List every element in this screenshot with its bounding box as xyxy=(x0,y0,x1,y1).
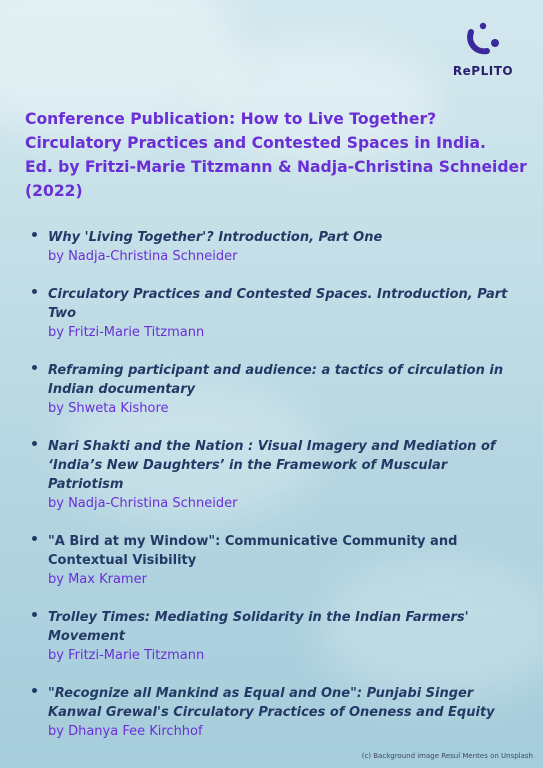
chapter-title: Circulatory Practices and Contested Spaces. Introduction, Part Two xyxy=(48,287,508,321)
chapter-author: by Fritzi-Marie Titzmann xyxy=(48,648,205,663)
chapter-title: Nari Shakti and the Nation : Visual Imagery and Mediation of ‘India’s New Daughters’ in the Framework of Muscular Patriotism xyxy=(48,439,496,492)
list-item xyxy=(30,684,520,741)
list-item xyxy=(30,437,520,513)
contents-list xyxy=(30,228,520,760)
list-item xyxy=(30,532,520,589)
publication-title xyxy=(25,107,530,203)
title-line: (2022) xyxy=(25,182,83,200)
title-line: Circulatory Practices and Contested Spaces in India. xyxy=(25,134,486,152)
list-item xyxy=(30,228,520,266)
chapter-author: by Nadja-Christina Schneider xyxy=(48,249,238,264)
chapter-title: Trolley Times: Mediating Solidarity in the Indian Farmers' Movement xyxy=(48,610,469,644)
list-item xyxy=(30,285,520,342)
chapter-author: by Shweta Kishore xyxy=(48,401,169,416)
chapter-title: "Recognize all Mankind as Equal and One": Punjabi Singer Kanwal Grewal's Circulatory Practices of Oneness and Equity xyxy=(48,686,495,720)
bullet-icon xyxy=(32,612,37,617)
chapter-author: by Dhanya Fee Kirchhof xyxy=(48,724,203,739)
title-line: Conference Publication: How to Live Together? xyxy=(25,110,437,128)
chapter-title: "A Bird at my Window": Communicative Community and Contextual Visibility xyxy=(48,534,458,568)
image-credit: (c) Background image Resul Mentes on Unsplash xyxy=(361,752,533,760)
chapter-author: by Nadja-Christina Schneider xyxy=(48,496,238,511)
bullet-icon xyxy=(32,441,37,446)
bullet-icon xyxy=(32,365,37,370)
bullet-icon xyxy=(32,536,37,541)
chapter-title: Why 'Living Together'? Introduction, Part One xyxy=(48,230,383,245)
chapter-title: Reframing participant and audience: a tactics of circulation in Indian documentary xyxy=(48,363,504,397)
replito-logo xyxy=(447,20,519,78)
chapter-author: by Fritzi-Marie Titzmann xyxy=(48,325,205,340)
bullet-icon xyxy=(32,232,37,237)
chapter-author: by Max Kramer xyxy=(48,572,147,587)
title-line: Ed. by Fritzi-Marie Titzmann & Nadja-Christina Schneider xyxy=(25,158,527,176)
bullet-icon xyxy=(32,688,37,693)
list-item xyxy=(30,361,520,418)
replito-logo-icon xyxy=(465,20,501,56)
list-item xyxy=(30,608,520,665)
logo-text: RePLITO xyxy=(452,64,514,78)
bullet-icon xyxy=(32,289,37,294)
